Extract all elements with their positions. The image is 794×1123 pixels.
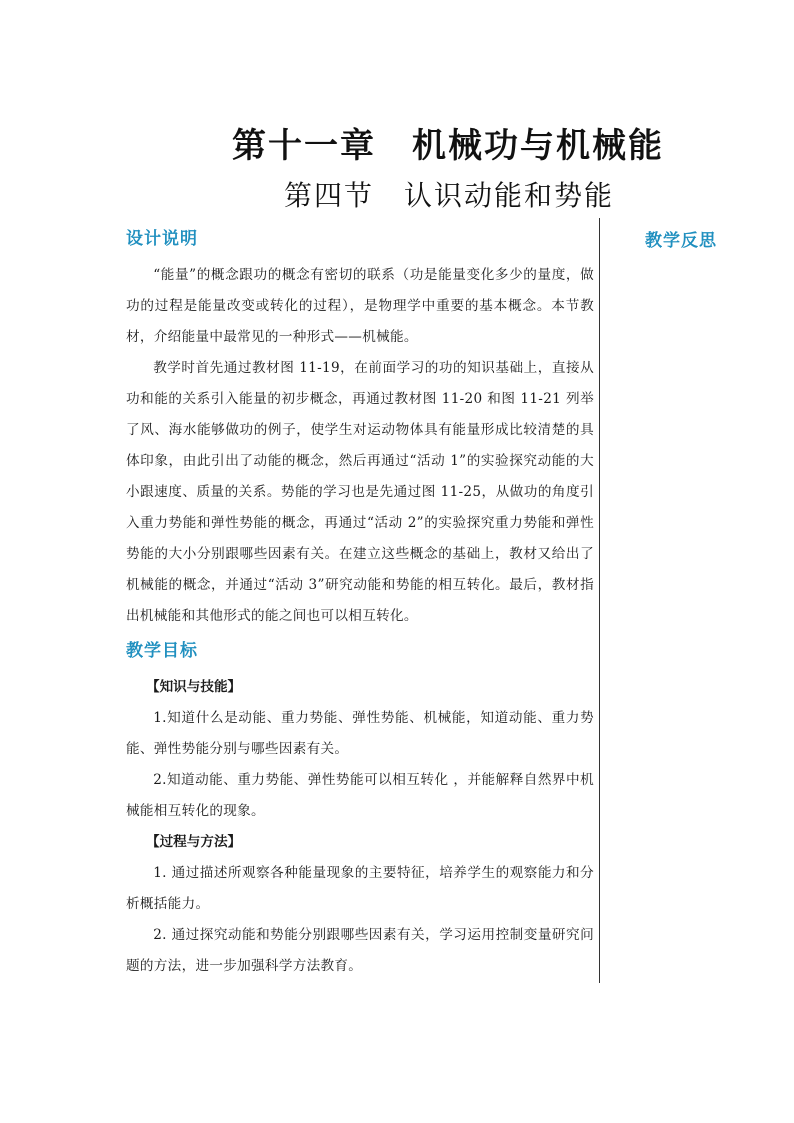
process-item: 2. 通过探究动能和势能分别跟哪些因素有关，学习运用控制变量研究问题的方法，进一步加强科学方法教育。 (126, 927, 594, 974)
column-divider (599, 218, 600, 983)
design-paragraph: 教学时首先通过教材图 11-19，在前面学习的功的知识基础上，直接从功和能的关系引入能量的初步概念，再通过教材图 11-20 和图 11-21 列举了风、海水能够做功的例子，使学生对运动物体具有能量形成比较清楚的具体印象，由此引出了动能的概念，然后再通过“活动 1”的实验探究动能的大小跟速度、质量的关系。势能的学习也是先通过图 11-25，从做功的角度引入重力势能和弹性势能的概念，再通过“活动 2”的实验探究重力势能和弹性势能的大小分别跟哪些因素有关。在建立这些概念的基础上，教材又给出了机械能的概念，并通过“活动 3”研究动能和势能的相互转化。最后，教材指出机械能和其他形式的能之间也可以相互转化。 (126, 360, 594, 624)
knowledge-item: 1.知道什么是动能、重力势能、弹性势能、机械能，知道动能、重力势能、弹性势能分别与哪些因素有关。 (126, 710, 594, 757)
main-column (126, 226, 594, 982)
knowledge-item: 2.知道动能、重力势能、弹性势能可以相互转化 ，并能解释自然界中机械能相互转化的现象。 (126, 772, 594, 819)
process-label: 【过程与方法】 (146, 834, 242, 850)
reflection-heading: 教学反思 (645, 231, 717, 251)
section-title: 第四节 认识动能和势能 (284, 179, 615, 212)
process-item: 1. 通过描述所观察各种能量现象的主要特征，培养学生的观察能力和分析概括能力。 (126, 865, 594, 912)
objectives-heading: 教学目标 (126, 641, 198, 661)
chapter-title: 第十一章 机械功与机械能 (232, 126, 664, 166)
design-paragraph: “能量”的概念跟功的概念有密切的联系（功是能量变化多少的量度，做功的过程是能量改变或转化的过程），是物理学中重要的基本概念。本节教材，介绍能量中最常见的一种形式——机械能。 (126, 267, 594, 345)
knowledge-label: 【知识与技能】 (146, 679, 242, 695)
design-heading: 设计说明 (126, 229, 198, 249)
